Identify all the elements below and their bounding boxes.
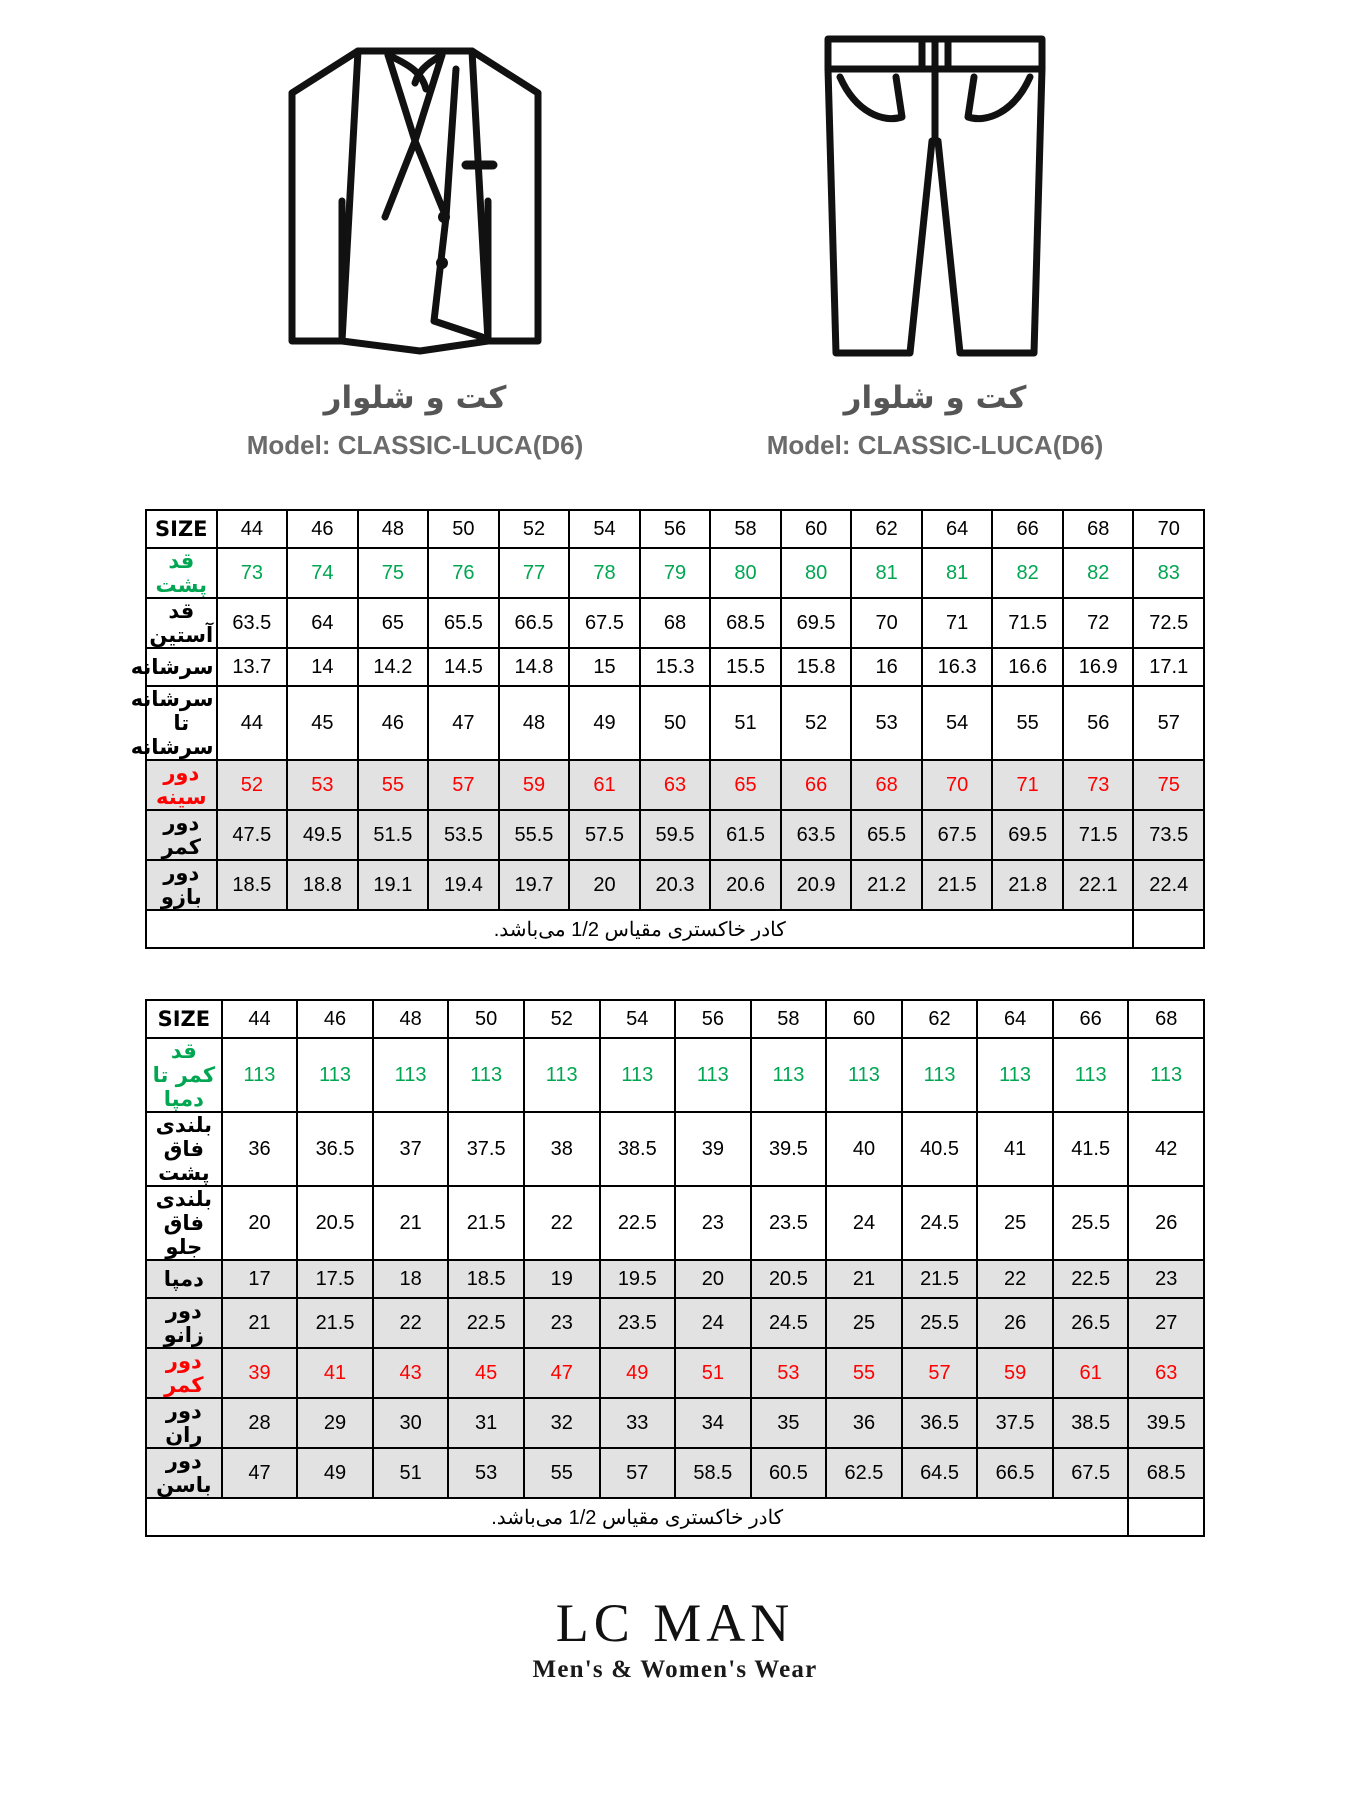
trouser-row-label: دور زانو	[146, 1298, 222, 1348]
jacket-size-header-cell: 62	[851, 510, 922, 548]
trouser-measure-cell: 53	[448, 1448, 524, 1498]
trouser-measure-cell: 23	[524, 1298, 600, 1348]
jacket-measure-cell: 14.2	[358, 648, 429, 686]
jacket-measure-cell: 81	[922, 548, 993, 598]
jacket-size-header-cell: 50	[428, 510, 499, 548]
trouser-measure-cell: 53	[751, 1348, 827, 1398]
jacket-size-header-cell: 58	[710, 510, 781, 548]
jacket-measure-cell: 71	[992, 760, 1063, 810]
trouser-measure-cell: 38.5	[600, 1112, 676, 1186]
trouser-measure-cell: 49	[297, 1448, 373, 1498]
trouser-table-row	[146, 1260, 1204, 1298]
jacket-measure-cell: 81	[851, 548, 922, 598]
jacket-measure-cell: 55	[358, 760, 429, 810]
trouser-measure-cell: 20	[675, 1260, 751, 1298]
jacket-measure-cell: 14.8	[499, 648, 570, 686]
trouser-size-header-cell: 56	[675, 1000, 751, 1038]
trouser-measure-cell: 41	[297, 1348, 373, 1398]
jacket-size-label-cell: SIZE	[146, 510, 217, 548]
trouser-measure-cell: 29	[297, 1398, 373, 1448]
trouser-size-table	[145, 999, 1205, 1537]
jacket-measure-cell: 82	[992, 548, 1063, 598]
jacket-measure-cell: 66	[781, 760, 852, 810]
trouser-measure-cell: 23.5	[751, 1186, 827, 1260]
trouser-measure-cell: 39	[222, 1348, 298, 1398]
jacket-measure-cell: 51.5	[358, 810, 429, 860]
jacket-table-row	[146, 686, 1204, 760]
jacket-measure-cell: 44	[217, 686, 288, 760]
trouser-measure-cell: 38	[524, 1112, 600, 1186]
trouser-size-header-cell: 62	[902, 1000, 978, 1038]
jacket-measure-cell: 63.5	[781, 810, 852, 860]
jacket-measure-cell: 69.5	[992, 810, 1063, 860]
jacket-measure-cell: 21.2	[851, 860, 922, 910]
product-model: Model: CLASSIC-LUCA(D6)	[766, 430, 1104, 460]
trouser-measure-cell: 18.5	[448, 1260, 524, 1298]
trouser-measure-cell: 24.5	[902, 1186, 978, 1260]
jacket-measure-cell: 14.5	[428, 648, 499, 686]
trouser-measure-cell: 113	[600, 1038, 676, 1112]
jacket-measure-cell: 49.5	[287, 810, 358, 860]
jacket-measure-cell: 55.5	[499, 810, 570, 860]
trouser-measure-cell: 51	[373, 1448, 449, 1498]
trouser-measure-cell: 26	[977, 1298, 1053, 1348]
jacket-table-row	[146, 548, 1204, 598]
trouser-measure-cell: 21	[373, 1186, 449, 1260]
jacket-measure-cell: 65.5	[851, 810, 922, 860]
jacket-row-label: دور بازو	[146, 860, 217, 910]
jacket-measure-cell: 59.5	[640, 810, 711, 860]
product-trousers	[675, 18, 1195, 461]
jacket-measure-cell: 16.9	[1063, 648, 1134, 686]
jacket-measure-cell: 68.5	[710, 598, 781, 648]
product-title: کت و شلوار	[323, 380, 507, 416]
trouser-size-header-cell: 44	[222, 1000, 298, 1038]
trouser-size-header-cell: 60	[826, 1000, 902, 1038]
jacket-measure-cell: 18.5	[217, 860, 288, 910]
trouser-measure-cell: 24	[675, 1298, 751, 1348]
jacket-note-spacer-cell	[1133, 910, 1204, 948]
jacket-measure-cell: 22.1	[1063, 860, 1134, 910]
jacket-measure-cell: 49	[569, 686, 640, 760]
jacket-measure-cell: 22.4	[1133, 860, 1204, 910]
trouser-measure-cell: 57	[902, 1348, 978, 1398]
jacket-measure-cell: 65	[710, 760, 781, 810]
trouser-measure-cell: 36.5	[297, 1112, 373, 1186]
jacket-measure-cell: 14	[287, 648, 358, 686]
jacket-table-row	[146, 648, 1204, 686]
trouser-table-row	[146, 1348, 1204, 1398]
jacket-measure-cell: 61	[569, 760, 640, 810]
table-gap	[0, 949, 1350, 999]
trouser-row-label: دور باسن	[146, 1448, 222, 1498]
jacket-measure-cell: 71	[922, 598, 993, 648]
trouser-size-header-cell: 52	[524, 1000, 600, 1038]
jacket-row-label: سرشانه تا سرشانه	[146, 686, 217, 760]
jacket-size-header-cell: 66	[992, 510, 1063, 548]
trouser-measure-cell: 113	[524, 1038, 600, 1112]
trouser-measure-cell: 39	[675, 1112, 751, 1186]
trouser-measure-cell: 36.5	[902, 1398, 978, 1448]
jacket-header-row	[146, 510, 1204, 548]
jacket-measure-cell: 53	[851, 686, 922, 760]
trouser-measure-cell: 47	[524, 1348, 600, 1398]
jacket-measure-cell: 47	[428, 686, 499, 760]
trouser-measure-cell: 62.5	[826, 1448, 902, 1498]
jacket-measure-cell: 78	[569, 548, 640, 598]
jacket-size-header-cell: 64	[922, 510, 993, 548]
jacket-size-header-cell: 68	[1063, 510, 1134, 548]
product-illustrations	[0, 0, 1350, 461]
trouser-measure-cell: 19.5	[600, 1260, 676, 1298]
jacket-row-label: قد آستین	[146, 598, 217, 648]
jacket-measure-cell: 17.1	[1133, 648, 1204, 686]
trouser-measure-cell: 26.5	[1053, 1298, 1129, 1348]
jacket-measure-cell: 72.5	[1133, 598, 1204, 648]
jacket-measure-cell: 68	[851, 760, 922, 810]
trouser-measure-cell: 34	[675, 1398, 751, 1448]
jacket-measure-cell: 15.3	[640, 648, 711, 686]
trouser-scale-note: کادر خاکستری مقیاس 1/2 می‌باشد.	[146, 1498, 1128, 1536]
trouser-measure-cell: 25.5	[902, 1298, 978, 1348]
trouser-table-row	[146, 1186, 1204, 1260]
jacket-table-body	[130, 510, 1204, 948]
jacket-measure-cell: 80	[781, 548, 852, 598]
jacket-table-row	[146, 598, 1204, 648]
trouser-row-label: دور کمر	[146, 1348, 222, 1398]
jacket-measure-cell: 53.5	[428, 810, 499, 860]
trouser-table-row	[146, 1112, 1204, 1186]
trouser-measure-cell: 24	[826, 1186, 902, 1260]
trouser-measure-cell: 23	[1128, 1260, 1204, 1298]
jacket-measure-cell: 75	[358, 548, 429, 598]
trouser-measure-cell: 55	[524, 1448, 600, 1498]
jacket-measure-cell: 61.5	[710, 810, 781, 860]
jacket-measure-cell: 73	[1063, 760, 1134, 810]
jacket-measure-cell: 70	[851, 598, 922, 648]
jacket-table-row	[146, 860, 1204, 910]
trouser-measure-cell: 43	[373, 1348, 449, 1398]
trouser-measure-cell: 40.5	[902, 1112, 978, 1186]
brand-tagline: Men's & Women's Wear	[532, 1655, 818, 1683]
trouser-measure-cell: 47	[222, 1448, 298, 1498]
suit-jacket-icon	[270, 18, 560, 368]
trouser-measure-cell: 22.5	[600, 1186, 676, 1260]
jacket-measure-cell: 16.3	[922, 648, 993, 686]
trouser-measure-cell: 113	[297, 1038, 373, 1112]
jacket-measure-cell: 70	[922, 760, 993, 810]
jacket-size-header-cell: 60	[781, 510, 852, 548]
trouser-size-header-cell: 46	[297, 1000, 373, 1038]
trouser-measure-cell: 25.5	[1053, 1186, 1129, 1260]
trouser-measure-cell: 49	[600, 1348, 676, 1398]
trouser-measure-cell: 20.5	[297, 1186, 373, 1260]
trouser-measure-cell: 68.5	[1128, 1448, 1204, 1498]
jacket-table-row	[146, 760, 1204, 810]
trouser-measure-cell: 64.5	[902, 1448, 978, 1498]
trouser-note-spacer-cell	[1128, 1498, 1204, 1536]
trouser-measure-cell: 113	[1053, 1038, 1129, 1112]
trouser-size-header-cell: 68	[1128, 1000, 1204, 1038]
brand-logo	[0, 1595, 1350, 1684]
jacket-measure-cell: 20.6	[710, 860, 781, 910]
jacket-measure-cell: 66.5	[499, 598, 570, 648]
jacket-measure-cell: 73.5	[1133, 810, 1204, 860]
trouser-measure-cell: 26	[1128, 1186, 1204, 1260]
trouser-measure-cell: 113	[373, 1038, 449, 1112]
trouser-measure-cell: 39.5	[751, 1112, 827, 1186]
jacket-size-header-cell: 56	[640, 510, 711, 548]
jacket-measure-cell: 18.8	[287, 860, 358, 910]
jacket-measure-cell: 16.6	[992, 648, 1063, 686]
jacket-size-header-cell: 48	[358, 510, 429, 548]
jacket-measure-cell: 56	[1063, 686, 1134, 760]
trouser-measure-cell: 113	[1128, 1038, 1204, 1112]
trouser-measure-cell: 36	[222, 1112, 298, 1186]
product-model: Model: CLASSIC-LUCA(D6)	[246, 430, 584, 460]
jacket-row-label: قد پشت	[146, 548, 217, 598]
jacket-measure-cell: 59	[499, 760, 570, 810]
trouser-measure-cell: 22.5	[1053, 1260, 1129, 1298]
jacket-measure-cell: 47.5	[217, 810, 288, 860]
trouser-measure-cell: 39.5	[1128, 1398, 1204, 1448]
trouser-measure-cell: 30	[373, 1398, 449, 1448]
jacket-measure-cell: 63	[640, 760, 711, 810]
trouser-measure-cell: 33	[600, 1398, 676, 1448]
jacket-scale-note: کادر خاکستری مقیاس 1/2 می‌باشد.	[146, 910, 1133, 948]
jacket-row-label: دور کمر	[146, 810, 217, 860]
jacket-size-header-cell: 54	[569, 510, 640, 548]
trouser-measure-cell: 58.5	[675, 1448, 751, 1498]
jacket-measure-cell: 50	[640, 686, 711, 760]
jacket-measure-cell: 67.5	[569, 598, 640, 648]
trouser-row-label: دور ران	[146, 1398, 222, 1448]
trouser-measure-cell: 27	[1128, 1298, 1204, 1348]
jacket-measure-cell: 15.8	[781, 648, 852, 686]
trouser-measure-cell: 21	[222, 1298, 298, 1348]
trouser-row-label: قد کمر تا دمپا	[146, 1038, 222, 1112]
trouser-size-header-cell: 48	[373, 1000, 449, 1038]
jacket-size-table-wrapper	[130, 509, 1205, 949]
trouser-measure-cell: 113	[222, 1038, 298, 1112]
trouser-measure-cell: 19	[524, 1260, 600, 1298]
trouser-table-row	[146, 1038, 1204, 1112]
trouser-measure-cell: 25	[826, 1298, 902, 1348]
jacket-measure-cell: 54	[922, 686, 993, 760]
jacket-measure-cell: 15	[569, 648, 640, 686]
jacket-measure-cell: 83	[1133, 548, 1204, 598]
jacket-note-row	[146, 910, 1204, 948]
jacket-measure-cell: 57.5	[569, 810, 640, 860]
jacket-row-label: دور سینه	[146, 760, 217, 810]
jacket-measure-cell: 73	[217, 548, 288, 598]
jacket-measure-cell: 53	[287, 760, 358, 810]
trouser-measure-cell: 113	[675, 1038, 751, 1112]
jacket-measure-cell: 16	[851, 648, 922, 686]
jacket-measure-cell: 46	[358, 686, 429, 760]
trouser-measure-cell: 21.5	[448, 1186, 524, 1260]
jacket-measure-cell: 69.5	[781, 598, 852, 648]
trouser-size-header-cell: 54	[600, 1000, 676, 1038]
jacket-measure-cell: 63.5	[217, 598, 288, 648]
trouser-measure-cell: 113	[977, 1038, 1053, 1112]
trouser-size-header-cell: 64	[977, 1000, 1053, 1038]
trouser-measure-cell: 37	[373, 1112, 449, 1186]
jacket-measure-cell: 19.1	[358, 860, 429, 910]
trouser-measure-cell: 22	[977, 1260, 1053, 1298]
trouser-measure-cell: 113	[751, 1038, 827, 1112]
jacket-measure-cell: 15.5	[710, 648, 781, 686]
trouser-table-row	[146, 1448, 1204, 1498]
jacket-measure-cell: 20	[569, 860, 640, 910]
jacket-size-header-cell: 46	[287, 510, 358, 548]
trouser-measure-cell: 113	[902, 1038, 978, 1112]
trouser-measure-cell: 28	[222, 1398, 298, 1448]
trouser-measure-cell: 60.5	[751, 1448, 827, 1498]
trouser-measure-cell: 21.5	[297, 1298, 373, 1348]
jacket-measure-cell: 57	[428, 760, 499, 810]
trouser-row-label: بلندی فاق پشت	[146, 1112, 222, 1186]
trouser-measure-cell: 22	[524, 1186, 600, 1260]
trouser-size-label-cell: SIZE	[146, 1000, 222, 1038]
trouser-measure-cell: 59	[977, 1348, 1053, 1398]
trouser-size-table-wrapper	[145, 999, 1205, 1537]
jacket-measure-cell: 67.5	[922, 810, 993, 860]
trouser-measure-cell: 51	[675, 1348, 751, 1398]
trouser-measure-cell: 113	[826, 1038, 902, 1112]
trouser-measure-cell: 22.5	[448, 1298, 524, 1348]
jacket-measure-cell: 64	[287, 598, 358, 648]
jacket-measure-cell: 57	[1133, 686, 1204, 760]
jacket-row-label: سرشانه	[146, 648, 217, 686]
trouser-measure-cell: 42	[1128, 1112, 1204, 1186]
jacket-measure-cell: 21.5	[922, 860, 993, 910]
trouser-measure-cell: 35	[751, 1398, 827, 1448]
jacket-measure-cell: 77	[499, 548, 570, 598]
trouser-measure-cell: 41.5	[1053, 1112, 1129, 1186]
trouser-size-header-cell: 58	[751, 1000, 827, 1038]
trouser-measure-cell: 23	[675, 1186, 751, 1260]
product-title: کت و شلوار	[843, 380, 1027, 416]
trouser-size-header-cell: 66	[1053, 1000, 1129, 1038]
trouser-measure-cell: 57	[600, 1448, 676, 1498]
jacket-measure-cell: 48	[499, 686, 570, 760]
trouser-measure-cell: 18	[373, 1260, 449, 1298]
trouser-measure-cell: 36	[826, 1398, 902, 1448]
jacket-measure-cell: 45	[287, 686, 358, 760]
trouser-measure-cell: 32	[524, 1398, 600, 1448]
jacket-measure-cell: 52	[217, 760, 288, 810]
jacket-measure-cell: 80	[710, 548, 781, 598]
trouser-measure-cell: 17	[222, 1260, 298, 1298]
trouser-table-row	[146, 1298, 1204, 1348]
jacket-measure-cell: 82	[1063, 548, 1134, 598]
trouser-measure-cell: 22	[373, 1298, 449, 1348]
jacket-measure-cell: 71.5	[1063, 810, 1134, 860]
trouser-measure-cell: 21.5	[902, 1260, 978, 1298]
trouser-measure-cell: 41	[977, 1112, 1053, 1186]
jacket-measure-cell: 68	[640, 598, 711, 648]
trouser-measure-cell: 31	[448, 1398, 524, 1448]
trouser-measure-cell: 40	[826, 1112, 902, 1186]
jacket-measure-cell: 72	[1063, 598, 1134, 648]
trouser-note-row	[146, 1498, 1204, 1536]
jacket-measure-cell: 76	[428, 548, 499, 598]
trouser-measure-cell: 55	[826, 1348, 902, 1398]
jacket-size-header-cell: 52	[499, 510, 570, 548]
trouser-measure-cell: 17.5	[297, 1260, 373, 1298]
trouser-table-row	[146, 1398, 1204, 1448]
trouser-measure-cell: 67.5	[1053, 1448, 1129, 1498]
jacket-table-row	[146, 810, 1204, 860]
jacket-size-header-cell: 44	[217, 510, 288, 548]
trouser-measure-cell: 23.5	[600, 1298, 676, 1348]
jacket-measure-cell: 13.7	[217, 648, 288, 686]
trouser-measure-cell: 24.5	[751, 1298, 827, 1348]
jacket-measure-cell: 52	[781, 686, 852, 760]
trouser-measure-cell: 25	[977, 1186, 1053, 1260]
trouser-row-label: بلندی فاق جلو	[146, 1186, 222, 1260]
trouser-measure-cell: 20.5	[751, 1260, 827, 1298]
trouser-measure-cell: 45	[448, 1348, 524, 1398]
jacket-measure-cell: 19.4	[428, 860, 499, 910]
jacket-measure-cell: 21.8	[992, 860, 1063, 910]
trouser-table-body	[146, 1000, 1204, 1536]
jacket-measure-cell: 20.3	[640, 860, 711, 910]
jacket-measure-cell: 20.9	[781, 860, 852, 910]
jacket-measure-cell: 65.5	[428, 598, 499, 648]
trouser-measure-cell: 20	[222, 1186, 298, 1260]
trouser-measure-cell: 66.5	[977, 1448, 1053, 1498]
trouser-row-label: دمپا	[146, 1260, 222, 1298]
jacket-measure-cell: 75	[1133, 760, 1204, 810]
brand-name: LC MAN	[555, 1593, 795, 1653]
jacket-size-table	[130, 509, 1205, 949]
jacket-measure-cell: 65	[358, 598, 429, 648]
jacket-size-header-cell: 70	[1133, 510, 1204, 548]
trouser-measure-cell: 113	[448, 1038, 524, 1112]
trouser-measure-cell: 38.5	[1053, 1398, 1129, 1448]
trouser-header-row	[146, 1000, 1204, 1038]
jacket-measure-cell: 79	[640, 548, 711, 598]
jacket-measure-cell: 55	[992, 686, 1063, 760]
trouser-size-header-cell: 50	[448, 1000, 524, 1038]
trouser-measure-cell: 37.5	[977, 1398, 1053, 1448]
trousers-icon	[810, 18, 1060, 368]
jacket-measure-cell: 74	[287, 548, 358, 598]
trouser-measure-cell: 21	[826, 1260, 902, 1298]
trouser-measure-cell: 61	[1053, 1348, 1129, 1398]
trouser-measure-cell: 37.5	[448, 1112, 524, 1186]
jacket-measure-cell: 71.5	[992, 598, 1063, 648]
trouser-measure-cell: 63	[1128, 1348, 1204, 1398]
product-jacket	[155, 18, 675, 461]
jacket-measure-cell: 19.7	[499, 860, 570, 910]
jacket-measure-cell: 51	[710, 686, 781, 760]
